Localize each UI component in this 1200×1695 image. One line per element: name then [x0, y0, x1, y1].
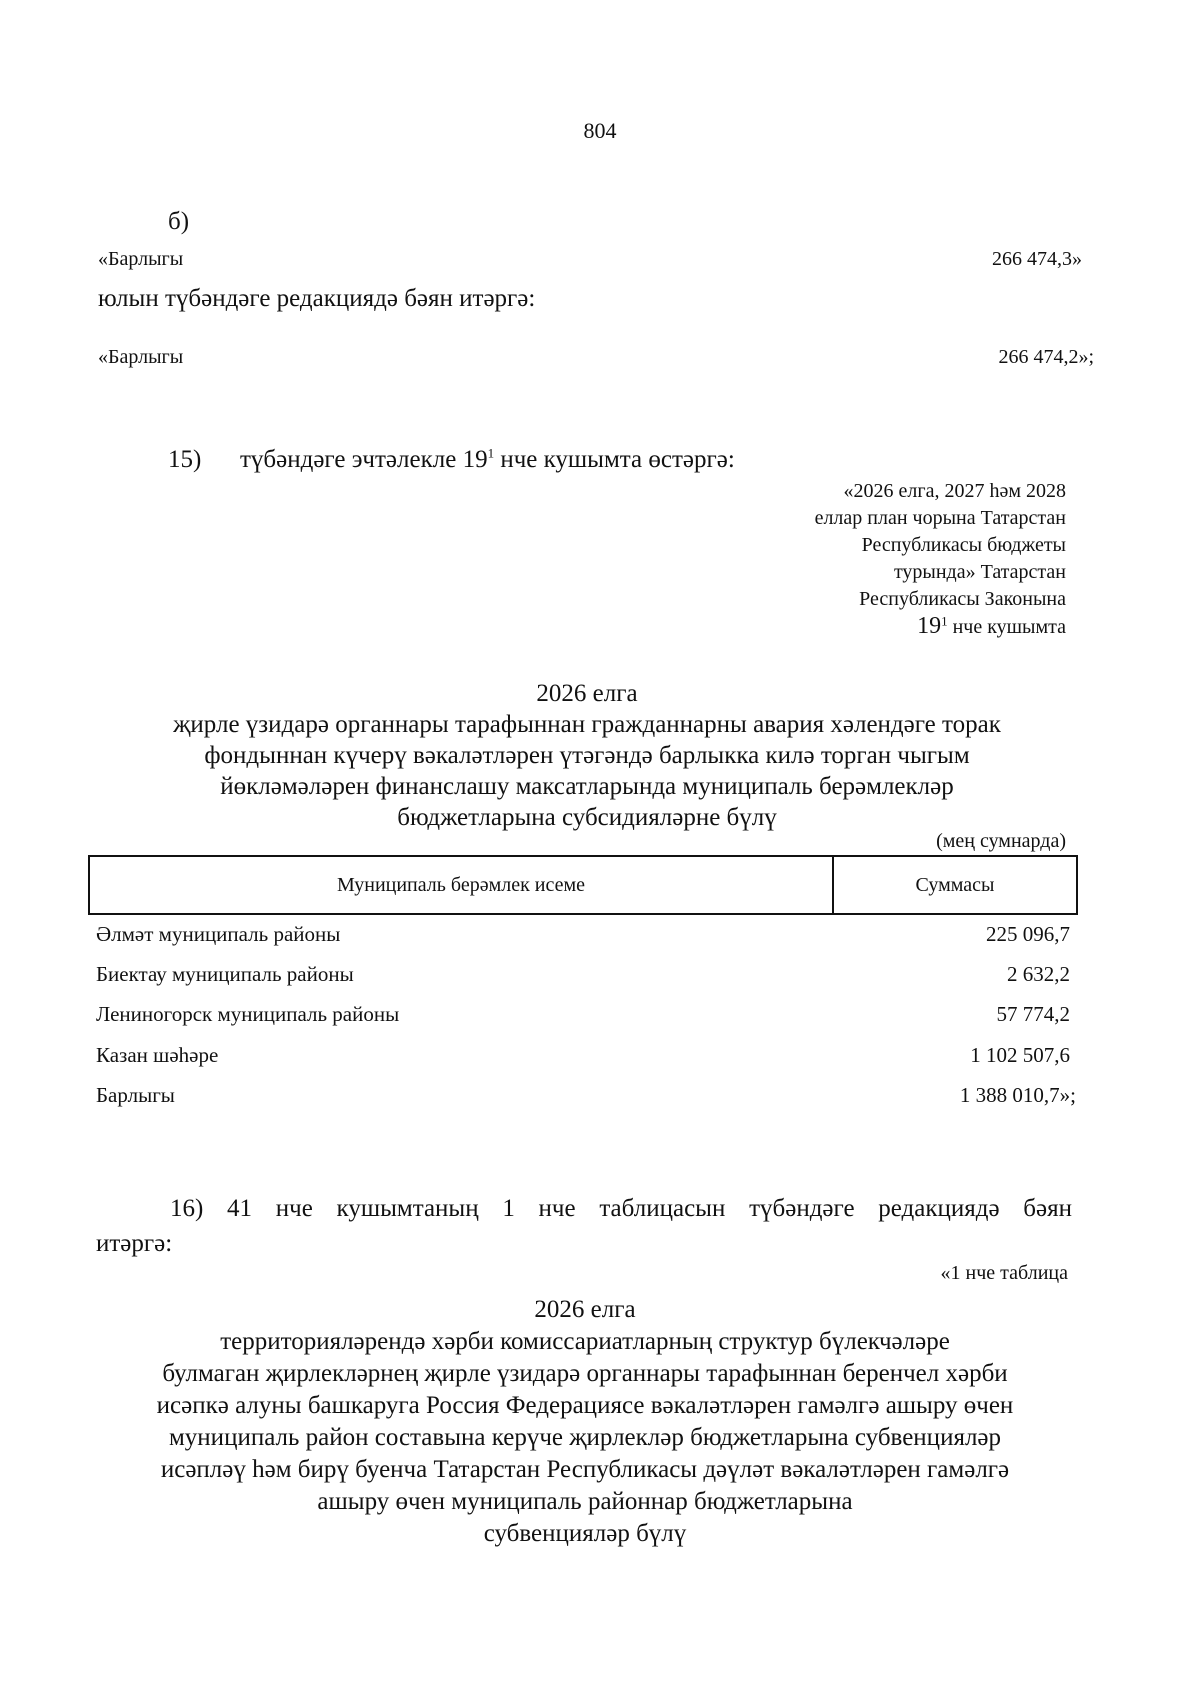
row-name: Әлмәт муниципаль районы: [96, 922, 341, 946]
table1-label: «1 нче таблица: [940, 1262, 1068, 1284]
row-value: 1 102 507,6: [970, 1043, 1070, 1067]
item-15-text: түбәндәге эчтәлекле $19^1$ нче кушымта өстәргә:: [240, 445, 735, 473]
row-name: Казан шәһәре: [96, 1043, 219, 1067]
item-16-line1: 16) 41 нче кушымтаның 1 нче таблицасын түбәндәге редакциядә бәян: [170, 1195, 1072, 1222]
column-header-name: Муниципаль берәмлек исеме: [90, 857, 834, 913]
table-row: [96, 962, 1070, 987]
row-value: 2 632,2: [1007, 962, 1070, 986]
table-row: [96, 1002, 1070, 1027]
row-name: Биектау муниципаль районы: [96, 962, 354, 986]
row-value: 225 096,7: [986, 922, 1070, 946]
column-header-sum: Суммасы: [915, 873, 995, 896]
table-row: [96, 922, 1070, 947]
item-16-line2: итәргә:: [96, 1230, 173, 1257]
appendix-header: «2026 елга, 2027 һәм 2028 еллар план чорына Татарстан Республикасы бюджеты турында» Татарстан Республикасы Законына $19^1$ нче кушымта: [814, 480, 1066, 639]
page-number: 804: [583, 118, 617, 143]
row-value: 1 388 010,7»;: [959, 1083, 1076, 1107]
old-total-value: 266 474,3»: [992, 248, 1082, 270]
second-title: 2026 елга территорияләрендә хәрби комиссариатларның структур бүлекчәләре булмаган җирлекләрнең җирле үзидарә органнары тарафыннан беренчел хәрби исәпкә алуны башкаруга Россия Федерациясе вәкаләтләрен гамәлгә ашыру өчен муниципаль район составына керүче җирлекләр бюджетларына субвенцияләр исәплəү һәм бирү буенча Татарстан Республикасы дәүләт вәкаләтләрен гамәлгә ашыру өчен муниципаль районнар бюджетларына субвенцияләр бүлү: [156, 1296, 1014, 1547]
table-row-total: [96, 1083, 1076, 1108]
new-total-label: «Барлыгы: [98, 346, 184, 368]
table-row: [96, 1043, 1070, 1068]
item-15-number: 15): [168, 446, 202, 473]
table-header: [88, 855, 1078, 915]
new-total-value: 266 474,2»;: [998, 346, 1094, 368]
row-name: Барлыгы: [96, 1083, 175, 1107]
appendix-title: 2026 елга җирле үзидарә органнары тарафыннан гражданнарны авария хәлендәге торак фондыннан күчерү вәкаләтләрен үтәгәндә барлыкка килә торган чыгым йөкләмәләрен финанслашу максатларында муниципаль берәмлекләр бюджетларына субсидияләрне бүлү: [173, 680, 1001, 831]
instruction-text: юлын түбәндәге редакциядә бәян итәргә:: [98, 285, 536, 312]
item-b-label: б): [168, 208, 190, 235]
row-name: Лениногорск муниципаль районы: [96, 1002, 400, 1026]
units-note: (мең сумнарда): [936, 830, 1066, 852]
old-total-label: «Барлыгы: [98, 248, 184, 270]
row-value: 57 774,2: [996, 1002, 1070, 1026]
